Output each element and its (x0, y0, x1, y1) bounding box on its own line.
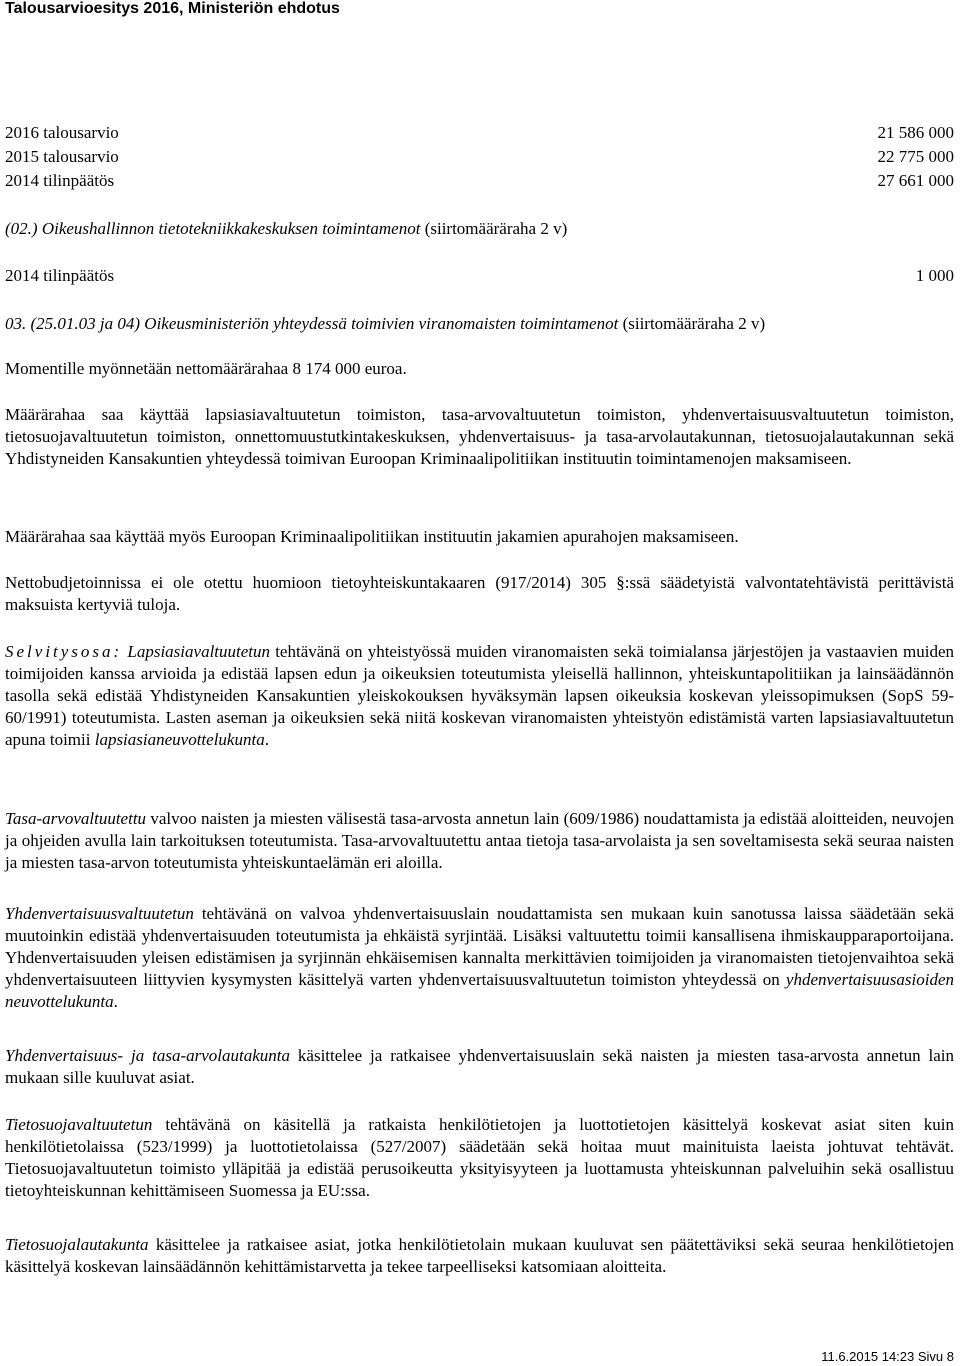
paragraph-end: . (264, 730, 269, 749)
paragraph-tietosuojalautakunta (5, 1234, 954, 1278)
paragraph-tasa-arvo (5, 808, 954, 874)
row-label: 2015 talousarvio (5, 147, 119, 166)
row-value: 22 775 000 (877, 147, 954, 166)
paragraph-usage: Määrärahaa saa käyttää lapsiasiavaltuutetun toimiston, tasa-arvovaltuutetun toimiston, yhdenvertaisuusvaltuutetun toimiston, tietosuojavaltuutetun toimiston, onnettomuustutkintakeskuksen, yhdenvertaisuus- ja tasa-arvolautakunnan, tietosuojalautakunnan sekä Yhdistyneiden Kansakuntien yhteydessä toimivan Euroopan Kriminaalipolitiikan instituutin toimintamenojen maksamiseen. (5, 405, 954, 468)
term-tietosuojavaltuutettu: Tietosuojavaltuutetun (5, 1115, 153, 1134)
summary-row (5, 122, 954, 144)
subsection-heading (5, 218, 954, 240)
grant-statement: Momentille myönnetään nettomäärärahaa 8 174 000 euroa. (5, 359, 407, 378)
summary-row (5, 146, 954, 168)
term-neuvottelukunta: lapsiasianeuvottelukunta (94, 730, 265, 749)
paragraph-text: valvoo naisten ja miesten välisestä tasa-arvosta annetun lain (609/1986) noudattamista ja edistää aloitteiden, neuvojen ja ohjeiden avulla lain tarkoituksen toteutumista. Tasa-arvovaltuutettu antaa tietoja tasa-arvolaista ja sen soveltamisesta sekä seuraa naisten ja miesten tasa-arvon toteutumista yhteiskuntaelämän eri aloilla. (5, 809, 954, 872)
row-value: 27 661 000 (877, 171, 954, 190)
explanation-lead: Selvitysosa: (5, 642, 123, 661)
row-value: 21 586 000 (877, 123, 954, 142)
row-label: 2016 talousarvio (5, 123, 119, 142)
summary-row (5, 170, 954, 192)
term-tasa-arvovaltuutettu: Tasa-arvovaltuutettu (5, 809, 147, 828)
document-header: Talousarvioesitys 2016, Ministeriön ehdotus (5, 0, 340, 17)
page-footer: 11.6.2015 14:23 Sivu 8 (821, 1349, 954, 1364)
paragraph-text: käsittelee ja ratkaisee yhdenvertaisuuslain sekä naisten ja miesten tasa-arvosta annetun lain mukaan sille kuuluvat asiat. (5, 1046, 954, 1087)
paragraph-text: tehtävänä on valvoa yhdenvertaisuuslain noudattamista sen mukaan kuin sanotussa laissa säädetään sekä muutoinkin edistää yhdenvertaisuuden toteutumista ja ehkäistä syrjintää. Lisäksi valtuutettu toimii kansallisena ihmiskaupparaportoijana. Yhdenvertaisuuden yleisen edistämisen ja syrjinnän ehkäisemisen kannalta merkittävien toimijoiden ja viranomaisten tietojenvaihtoa sekä yhdenvertaisuuteen liittyvien kysymysten käsittelyä varten yhdenvertaisuusvaltuutetun toimiston yhteydessä on (5, 904, 954, 989)
row-value: 1 000 (915, 266, 954, 285)
paragraph-tietosuoja (5, 1114, 954, 1202)
row-label: 2014 tilinpäätös (5, 171, 115, 190)
term-lapsiasiavaltuutettu: Lapsiasiavaltuutetun (127, 642, 271, 661)
paragraph-end: . (113, 992, 118, 1011)
term-yhdenvertaisuusvaltuutettu: Yhdenvertaisuusvaltuutetun (5, 904, 194, 923)
section-note: (siirtomääräraha 2 v) (622, 314, 766, 333)
subsection-row (5, 265, 954, 287)
paragraph-text: käsittelee ja ratkaisee asiat, jotka henkilötietolain mukaan kuuluvat sen päätettäviksi sekä seuraa henkilötietojen käsittelyä koskevan lainsäädännön kehittämistarvetta ja tekee tarpeelliseksi katsomiaan aloitteita. (5, 1235, 954, 1276)
subsection-title: (02.) Oikeushallinnon tietotekniikkakeskuksen toimintamenot (5, 219, 421, 238)
term-lautakunta: Yhdenvertaisuus- ja tasa-arvolautakunta (5, 1046, 290, 1065)
paragraph-text: tehtävänä on yhteistyössä muiden viranomaisten sekä toimialansa järjestöjen ja vastaavien muiden toimijoiden kanssa arvioida ja edistää lapsen edun ja oikeuksien toteutumista yleisellä hallinnon, yhteiskuntapolitiikan ja lainsäädännön tasolla sekä edistää Yhdistyneiden Kansakuntien yleiskokouksen hyväksymän lapsen oikeuksia koskevan yleissopimuksen (SopS 59-60/1991) toteutumista. Lasten aseman ja oikeuksien sekä niitä koskevan viranomaisten yhteistyön edistämistä varten lapsiasiavaltuutetun apuna toimii (5, 642, 954, 749)
paragraph-text: tehtävänä on käsitellä ja ratkaista henkilötietojen ja luottotietojen käsittelyä koskevat asiat siten kuin henkilötietolaissa (523/1999) ja luottotietolaissa (527/2007) säädetään sekä hoitaa muut mainituista laeista johtuvat tehtävät. Tietosuojavaltuutetun toimisto ylläpitää ja edistää perusoikeutta yksityisyyteen ja luottamusta yhteiskunnan palveluihin sekä osallistuu tietoyhteiskunnan kehittämiseen Suomessa ja EU:ssa. (5, 1115, 954, 1200)
section-heading (5, 313, 954, 335)
paragraph-netbudget: Nettobudjetoinnissa ei ole otettu huomioon tietoyhteiskuntakaaren (917/2014) 305 §:ssä säädetyistä valvontatehtävistä perittävistä maksuista kertyviä tuloja. (5, 573, 954, 614)
row-label: 2014 tilinpäätös (5, 266, 115, 285)
paragraph-grants: Määrärahaa saa käyttää myös Euroopan Kriminaalipolitiikan instituutin jakamien apurahojen maksamiseen. (5, 527, 739, 546)
subsection-note: (siirtomääräraha 2 v) (424, 219, 568, 238)
paragraph-yhdenvertaisuus (5, 903, 954, 1013)
paragraph-explanation (5, 641, 954, 751)
term-neuvottelukunta: yhdenvertaisuusasioiden neuvottelukunta (5, 970, 954, 1011)
section-title: 03. (25.01.03 ja 04) Oikeusministeriön yhteydessä toimivien viranomaisten toimintamenot (5, 314, 619, 333)
term-tietosuojalautakunta: Tietosuojalautakunta (5, 1235, 149, 1254)
paragraph-lautakunta (5, 1045, 954, 1089)
